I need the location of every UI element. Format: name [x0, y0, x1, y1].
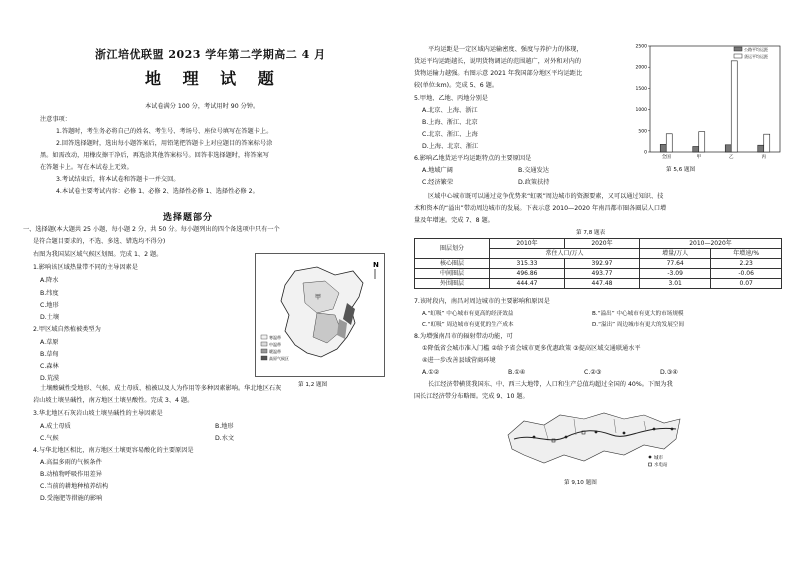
exam-title: 浙江培优联盟 2023 学年第二学期高二 4 月 — [95, 48, 326, 61]
option: B.草甸 — [40, 351, 59, 358]
bar-road-3 — [758, 145, 764, 152]
option: D.“溢出” 周边城市有更大的发展空间 — [592, 322, 684, 328]
exam-subtitle: 地 理 试 题 — [145, 69, 282, 88]
option: D.上海、北京、浙江 — [422, 143, 479, 150]
option: D.受施肥等措施的影响 — [40, 495, 103, 502]
chart-legend — [734, 46, 768, 59]
option: A.“虹吸” 中心城市有更高的经济效益 — [422, 311, 514, 317]
table-cell: -0.06 — [711, 269, 782, 279]
question-7: 7.该时段内，南昌对周边城市的主要影响和原因是 — [414, 298, 550, 305]
table-row — [415, 269, 782, 279]
y-tick-label: 2000 — [635, 65, 647, 71]
table-row — [415, 279, 782, 289]
paragraph: 较(单位:km)。完成 5、6 题。 — [414, 82, 499, 89]
option: C.当前的耕地种植养结构 — [40, 483, 109, 490]
map2-legend — [649, 454, 668, 468]
table-cell: 2.23 — [711, 259, 782, 269]
population-table — [414, 238, 782, 289]
legend-label: 暖温带 — [269, 349, 281, 354]
paragraph: 量及年增速。完成 7、8 题。 — [414, 217, 494, 224]
option: A.北京、上海、浙江 — [422, 107, 478, 114]
option: B.动植物呼吸作用差异 — [40, 471, 102, 478]
table-cell: 447.48 — [565, 279, 640, 289]
paragraph: 术和资本的“溢出”带动周边城市的发展。下表示意 2010—2020 年南昌都市圈各圈层人口增 — [414, 205, 667, 212]
chart-tick-labels — [636, 44, 650, 156]
y-tick-label: 1500 — [635, 86, 647, 92]
chart-caption: 第 5,6 题图 — [666, 167, 696, 173]
table-header-row — [415, 239, 782, 249]
table-cell: 外围圈层 — [415, 279, 490, 289]
table-cell: 315.33 — [490, 259, 565, 269]
table-cell: -3.09 — [640, 269, 711, 279]
table-cell: 核心圈层 — [415, 259, 490, 269]
legend-label: 中温带 — [269, 342, 281, 347]
legend-label: 公路平均运距 — [744, 47, 768, 52]
paragraph: 平均运距是一定区域内运输密度、强度与养护力的体现， — [428, 46, 583, 53]
option: C.气候 — [40, 435, 59, 442]
table-header-cell: 2020年 — [565, 239, 640, 249]
map2-caption: 第 9,10 题图 — [564, 480, 597, 486]
table-cell: 496.86 — [490, 269, 565, 279]
option: B.交通发达 — [518, 167, 549, 174]
table-header-cell: 常住人口/万人 — [490, 249, 640, 259]
option: D.水文 — [215, 435, 235, 442]
question-lead: 右图为我国某区域气候区划图。完成 1、2 题。 — [33, 251, 163, 258]
legend-label: 城市 — [654, 456, 663, 461]
statement-list: ①降低省会城市准入门槛 ②给予省会城市更多优惠政策 ③提高区域交通联通水平 — [422, 345, 641, 352]
chart-category-labels — [662, 153, 767, 160]
option: D.土壤 — [40, 314, 60, 321]
bar-road-0 — [660, 144, 666, 152]
table-cell: 493.77 — [565, 269, 640, 279]
yangtze-economic-belt-map — [504, 405, 684, 475]
x-category-label: 丙 — [761, 155, 766, 160]
legend-label: 货运平均运距 — [744, 54, 768, 59]
note-line: 黑。如需改动，用橡皮擦干净后，再选涂其他答案标号。回答非选择题时，将答案写 — [40, 152, 269, 159]
x-category-label: 乙 — [729, 155, 734, 160]
option: A.成土母质 — [40, 423, 71, 430]
statement-list: ④进一步改善县域营商环境 — [422, 357, 496, 364]
notes-title: 注意事项： — [40, 116, 71, 123]
climate-region-map — [255, 253, 385, 377]
note-line: 3.考试结束后，将本试卷和答题卡一并交回。 — [56, 176, 180, 183]
y-tick-label: 2500 — [635, 44, 647, 50]
table-header-cell: 增量/万人 — [640, 249, 711, 259]
question-1: 1.影响该区域热量带不同的主导因素是 — [33, 264, 138, 271]
note-line: 在答题卡上。写在本试卷上无效。 — [40, 164, 133, 171]
question-5: 5.甲地、乙地、丙地分别是 — [414, 95, 488, 102]
bar-road-2 — [725, 145, 731, 152]
option: B.地形 — [215, 423, 234, 430]
option: A.降水 — [40, 277, 59, 284]
legend-swatch — [734, 47, 742, 51]
option: A.地域广阔 — [422, 167, 453, 174]
section-title: 选择题部分 — [163, 213, 214, 223]
option: C.北京、浙江、上海 — [422, 131, 478, 138]
option: C.地形 — [40, 302, 59, 309]
table-cell: 444.47 — [490, 279, 565, 289]
paragraph: 货物运输力越强。右图示意 2021 年我国部分地区平均运距比 — [414, 70, 583, 77]
y-tick-label: 1000 — [635, 108, 647, 114]
bar-freight-2 — [731, 61, 737, 152]
option: B.纬度 — [40, 290, 59, 297]
table-cell: 0.07 — [711, 279, 782, 289]
option: A.草原 — [40, 339, 59, 346]
table-caption: 第 7,8 题表 — [576, 230, 606, 236]
table-header-cell: 2010年 — [490, 239, 565, 249]
table-cell: 中间圈层 — [415, 269, 490, 279]
legend-label: 水电站 — [654, 463, 668, 468]
question-2: 2.甲区域自然植被类型为 — [33, 326, 101, 333]
legend-swatch — [734, 54, 742, 58]
option: D.荒漠 — [40, 375, 60, 382]
note-line: 4.本试卷主要考试内容：必修 1、必修 2、选择性必修 1、选择性必修 2。 — [56, 188, 259, 195]
legend-label: 寒温带 — [269, 335, 281, 340]
bar-freight-0 — [666, 134, 672, 152]
option: A.①② — [422, 369, 440, 376]
y-tick-label: 0 — [644, 150, 647, 156]
part1-instruction: 一、选择题(本大题共 25 小题，每小题 2 分，共 50 分。每小题列出的四个备选项中只有一个 — [23, 226, 280, 233]
map-legend — [261, 334, 289, 361]
question-3: 3.华北地区石灰岩山坡土壤呈碱性的主导因素是 — [33, 410, 163, 417]
table-header-cell: 圈层划分 — [415, 239, 490, 259]
note-line: 2.回答选择题时，选出每小题答案后，用铅笔把答题卡上对应题目的答案标号涂 — [56, 140, 273, 147]
option: C.经济繁荣 — [422, 179, 454, 186]
table-cell: 392.97 — [565, 259, 640, 269]
option: B.①④ — [508, 369, 526, 376]
chart-bars — [660, 61, 770, 152]
question-8: 8.为增强南昌市的辐射带动功能，可 — [414, 333, 513, 340]
question-6: 6.影响乙地货运平均运距特点的主要原因是 — [414, 155, 532, 162]
option: C.②③ — [584, 369, 602, 376]
table-cell: 77.64 — [640, 259, 711, 269]
table-row — [415, 259, 782, 269]
option: C.森林 — [40, 363, 59, 370]
score-note: 本试卷满分 100 分，考试用时 90 分钟。 — [145, 103, 260, 110]
paragraph: 区域中心城市既可以通过竞争优势来“虹吸”周边城市的资源要素，又可以通过知识、技 — [428, 193, 664, 200]
distance-bar-chart — [632, 40, 784, 164]
paragraph: 国长江经济带分布略图。完成 9、10 题。 — [414, 393, 529, 400]
map1-caption: 第 1,2 题图 — [298, 382, 328, 388]
y-tick-label: 500 — [638, 129, 647, 135]
paragraph: 长江经济带横贯我国东、中、西三大地带，人口和生产总值均超过全国的 40%。下图为我 — [428, 381, 673, 388]
bar-road-1 — [693, 146, 699, 152]
paragraph: 土壤酸碱性受地形、气候、成土母质、植被以及人为作用等多种因素影响。华北地区石灰 — [40, 385, 282, 392]
bar-freight-3 — [764, 134, 770, 152]
option: C.“虹吸” 周边城市有更优的生产成本 — [422, 322, 514, 328]
option: B.“溢出” 中心城市有更大的市场规模 — [592, 311, 684, 317]
table-header-cell: 2010—2020年 — [640, 239, 782, 249]
question-4: 4.与华北地区相比，南方地区土壤更容易酸化的主要原因是 — [33, 447, 194, 454]
table-cell: 3.01 — [640, 279, 711, 289]
north-arrow-icon: N — [373, 261, 379, 269]
note-line: 1.答题时，考生务必将自己的姓名、考生号、考场号、座位号填写在答题卡上。 — [56, 128, 273, 135]
paragraph: 货运平均运距越长，说明货物调运的范围越广，对外和对内的 — [414, 58, 582, 65]
bar-freight-1 — [699, 132, 705, 152]
option: D.政策扶持 — [518, 179, 550, 186]
region-label-jia: 甲 — [315, 294, 322, 301]
option: A.高温多雨的气候条件 — [40, 459, 102, 466]
x-category-label: 全国 — [661, 155, 671, 160]
option: D.③④ — [660, 369, 678, 376]
part1-instruction: 是符合题目要求的，不选、多选、错选均不得分) — [33, 238, 166, 245]
table-header-cell: 年增速/% — [711, 249, 782, 259]
legend-label: 高原气候区 — [269, 356, 289, 361]
x-category-label: 甲 — [696, 155, 701, 160]
option: B.上海、浙江、北京 — [422, 119, 478, 126]
paragraph: 岩山坡土壤呈碱性，南方地区土壤呈酸性。完成 3、4 题。 — [33, 397, 194, 404]
